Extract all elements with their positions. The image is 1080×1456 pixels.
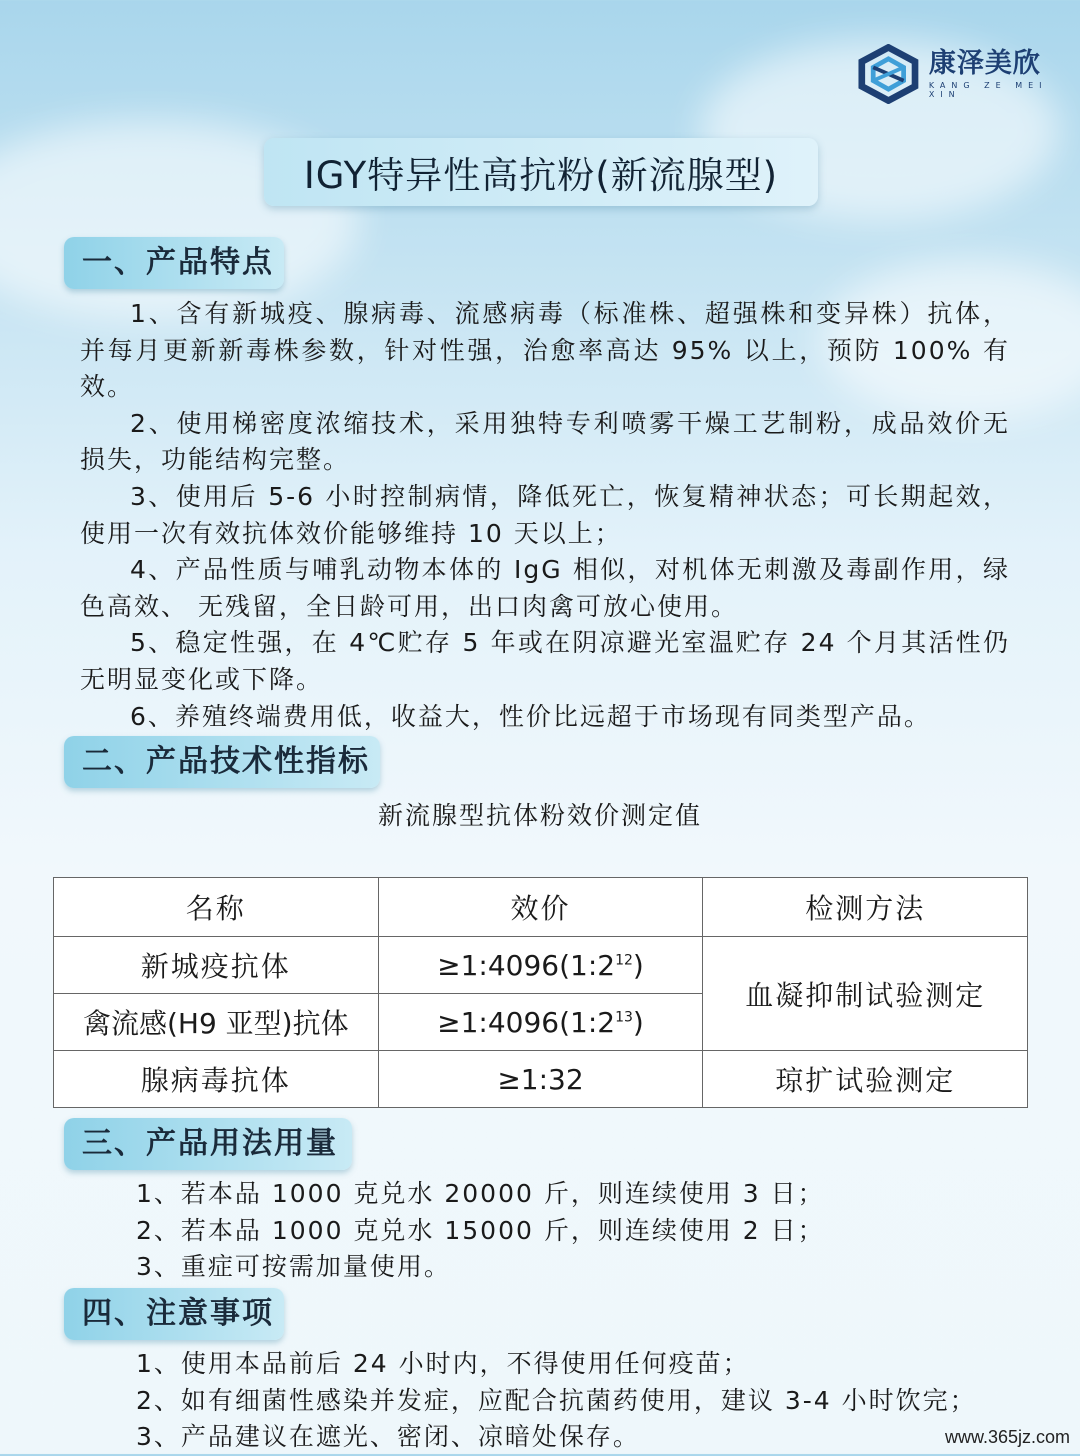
feature-item: 5、稳定性强，在 4℃贮存 5 年或在阴凉避光室温贮存 24 个月其活性仍无明显变化或下降。 — [80, 628, 1010, 694]
titer-base: ≥1:4096(1:2 — [437, 948, 616, 982]
feature-item: 6、养殖终端费用低，收益大，性价比远超于市场现有同类型产品。 — [130, 701, 931, 731]
section-heading-specs: 二、产品技术性指标 — [64, 736, 380, 788]
features-list — [80, 296, 1010, 735]
brand-name: 康泽美欣 — [928, 48, 1041, 79]
note-item: 3、产品建议在遮光、密闭、凉暗处保存。 — [136, 1422, 640, 1451]
page-title: IGY特异性高抗粉(新流腺型) — [264, 138, 818, 206]
antibody-name: 禽流感(H9 亚型)抗体 — [54, 994, 379, 1051]
feature-item: 2、使用梯密度浓缩技术，采用独特专利喷雾干燥工艺制粉，成品效价无损失，功能结构完整。 — [80, 408, 1010, 475]
table-header-cell: 名称 — [54, 878, 379, 937]
titer-exponent: 12 — [615, 952, 633, 969]
feature-item: 1、含有新城疫、腺病毒、流感病毒（标准株、超强株和变异株）抗体，并每月更新新毒株参数，针对性强，治愈率高达 95% 以上，预防 100% 有效。 — [80, 299, 1010, 402]
table-header-cell: 效价 — [378, 878, 703, 937]
usage-item: 1、若本品 1000 克兑水 20000 斤，则连续使用 3 日； — [136, 1179, 825, 1208]
brand-pinyin: KANG ZE MEI XIN — [928, 81, 1048, 99]
antibody-name: 腺病毒抗体 — [54, 1051, 379, 1108]
usage-item: 3、重症可按需加量使用。 — [136, 1252, 451, 1281]
titer-value — [378, 994, 703, 1051]
titer-value: ≥1:32 — [378, 1051, 703, 1108]
titer-tail: ) — [632, 1005, 644, 1039]
test-method: 血凝抑制试验测定 — [703, 937, 1028, 1051]
brand-logo — [858, 44, 1080, 104]
titer-base: ≥1:4096(1:2 — [437, 1005, 616, 1039]
notes-list — [136, 1346, 977, 1456]
note-item: 2、如有细菌性感染并发症，应配合抗菌药使用，建议 3-4 小时饮完； — [136, 1385, 977, 1415]
section-heading-features: 一、产品特点 — [64, 237, 284, 289]
brand-logo-icon — [858, 44, 919, 104]
table-row — [54, 937, 1028, 994]
usage-list — [136, 1176, 825, 1286]
table-header-cell: 检测方法 — [703, 878, 1028, 937]
table-row — [54, 1051, 1028, 1108]
titer-tail: ) — [632, 948, 644, 982]
section-heading-notes: 四、注意事项 — [64, 1288, 284, 1340]
test-method: 琼扩试验测定 — [703, 1051, 1028, 1108]
table-caption: 新流腺型抗体粉效价测定值 — [377, 801, 702, 830]
note-item: 1、使用本品前后 24 小时内，不得使用任何疫苗； — [136, 1349, 750, 1378]
titer-table — [53, 877, 1028, 1108]
table-header-row — [54, 878, 1028, 937]
watermark: www.365jz.com — [944, 1427, 1070, 1447]
feature-item: 4、产品性质与哺乳动物本体的 IgG 相似，对机体无刺激及毒副作用，绿色高效、 无残留，全日龄可用，出口肉禽可放心使用。 — [80, 555, 1010, 621]
titer-exponent: 13 — [615, 1009, 633, 1026]
antibody-name: 新城疫抗体 — [54, 937, 379, 994]
titer-value — [378, 937, 703, 994]
feature-item: 3、使用后 5-6 小时控制病情，降低死亡，恢复精神状态；可长期起效，使用一次有效抗体效价能够维持 10 天以上； — [80, 481, 1010, 548]
usage-item: 2、若本品 1000 克兑水 15000 斤，则连续使用 2 日； — [136, 1215, 825, 1245]
section-heading-usage: 三、产品用法用量 — [64, 1118, 352, 1170]
